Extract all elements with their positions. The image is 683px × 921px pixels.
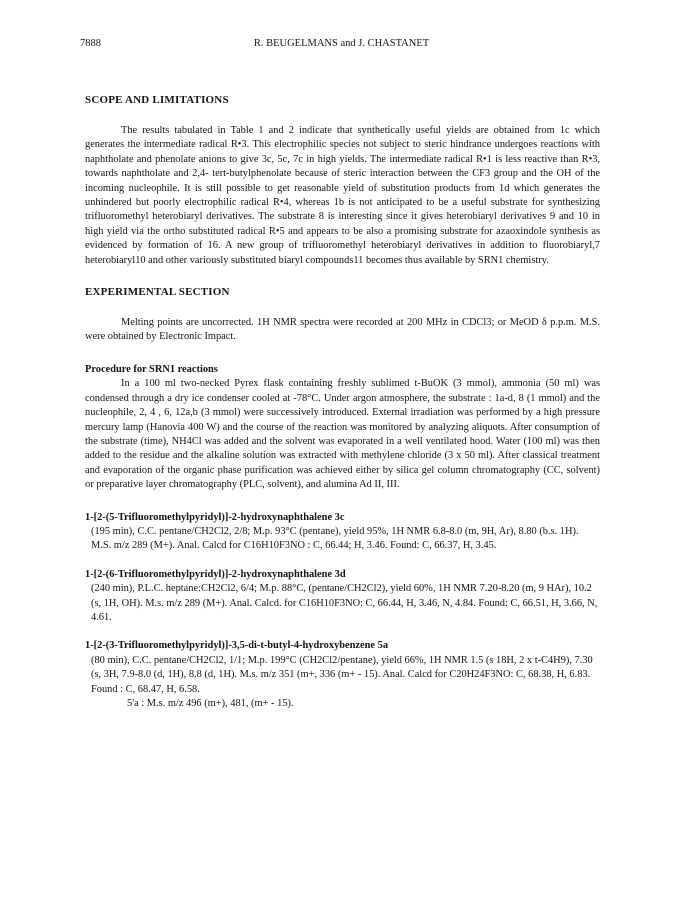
experimental-paragraph: Melting points are uncorrected. 1H NMR spectra were recorded at 200 MHz in CDCl3; or MeOD δ p.p.m. M.S. were obtained by Electronic Impact. — [85, 317, 600, 343]
compound-entry — [85, 639, 600, 711]
article-body — [85, 94, 600, 711]
procedure-paragraph: In a 100 ml two-necked Pyrex flask containing freshly sublimed t-BuOK (3 mmol), ammonia (50 ml) was condensed through a dry ice condenser cooled at -78°C. Under argon atmosphere, the substrate : 1a-d, 8 (1 mmol) and the nucleophile, 2, 4 , 6, 12a,b (3 mmol) were successively introduced. External irradiation was performed by a high pressure mercury lamp (Hanovia 400 W) and the course of the reaction was monitored by analyzing aliquots. After consumption of the substrate (time), NH4Cl was added and the solvent was evaporated in a well ventilated hood. Water (100 ml) was then added to the residue and the alkaline solution was extracted with methylene chloride (3 x 50 ml). After classical treatment and evaporation of the organic phase purification was achieved either by silica gel column chromatography (CC, solvent) or preparative layer chromatography (PLC, solvent), and alumina Ad II, III. — [85, 378, 600, 491]
compound-data: (80 min), C.C. pentane/CH2Cl2, 1/1; M.p. 199°C (CH2Cl2/pentane), yield 66%, 1H NMR 1.5 (s 18H, 2 x t-C4H9), 7.30 (s, 3H, 7.9-8.0 (d, 1H), 8.8 (d, 1H). M.s. m/z 351 (m+, 336 (m+ - 15). Anal. Calcd for C20H24F3NO: C, 68.38, H, 6.83. Found : C, 68.47, H, 6.58. — [91, 654, 593, 695]
procedure-heading: Procedure for SRN1 reactions — [85, 363, 218, 375]
compound-ms-note: 5'a : M.s. m/z 496 (m+), 481, (m+ - 15). — [127, 698, 294, 709]
page-number: 7888 — [80, 38, 101, 49]
compound-entry — [85, 511, 600, 554]
compound-data: (240 min), P.L.C. heptane:CH2Cl2, 6/4; M.p. 88°C, (pentane/CH2Cl2), yield 60%, 1H NMR 7.20-8.20 (m, 9 HAr), 10.2 (s, 1H, OH). M.s. m/z 289 (M+). Anal. Calcd. for C16H10F3NO: C, 66.44, H, 3.46, N, 4.84. Found: C, 66.51, H, 3.66, N, 4.61. — [91, 583, 598, 623]
page-header — [80, 38, 603, 52]
compound-data: (195 min), C.C. pentane/CH2Cl2, 2/8; M.p. 93°C (pentane), yield 95%, 1H NMR 6.8-8.0 (m, 9H, Ar), 8.80 (b.s. 1H). M.S. m/z 289 (M+). Anal. Calcd for C16H10F3NO : C, 66.44; H, 3.46. Found: C, 66.37, H, 3.45. — [91, 525, 579, 552]
compound-title: 1-[2-(3-Trifluoromethylpyridyl)]-3,5-di-t-butyl-4-hydroxybenzene 5a — [85, 640, 389, 652]
compound-entry — [85, 568, 600, 626]
compound-title: 1-[2-(5-Trifluoromethylpyridyl)]-2-hydroxynaphthalene 3c — [85, 511, 345, 523]
running-head: R. BEUGELMANS and J. CHASTANET — [253, 38, 430, 49]
experimental-heading: EXPERIMENTAL SECTION — [85, 286, 230, 299]
compound-title: 1-[2-(6-Trifluoromethylpyridyl)]-2-hydroxynaphthalene 3d — [85, 568, 346, 580]
scope-paragraph: The results tabulated in Table 1 and 2 indicate that synthetically useful yields are obtained from 1c which generates the intermediate radical R•3. This electrophilic species not subject to steric hindrance undergoes reactions with naphtholate and phenolate anions to give 3c, 5c, 7c in high yields. The intermediate radical R•1 is less reactive than R•3, towards naphtholate and 2,4- tert-butylphenolate because of steric interaction between the CF3 group and the OH of the incoming nucleophile. It is still possible to get reasonable yield of substitution products from 1d which generates the unhindered but poorly electrophilic radical R•4, whereas 1b is not anticipated to be a useful substrate for synthesizing trifluoromethyl heterobiaryl derivatives. The substrate 8 is interesting since it gives heterobiaryl derivatives 9 and 10 in high yield via the ortho substituted radical R•5 and appears to be also a promising substrate for azaoxindole synthesis as evidenced by formation of 16. A new group of trifluoromethyl heterobiaryl derivatives in addition to fluorobiaryl,7 heterobiaryl10 and other variously substituted biaryl compounds11 becomes thus available by SRN1 chemistry. — [85, 125, 600, 266]
scope-heading: SCOPE AND LIMITATIONS — [85, 94, 229, 106]
